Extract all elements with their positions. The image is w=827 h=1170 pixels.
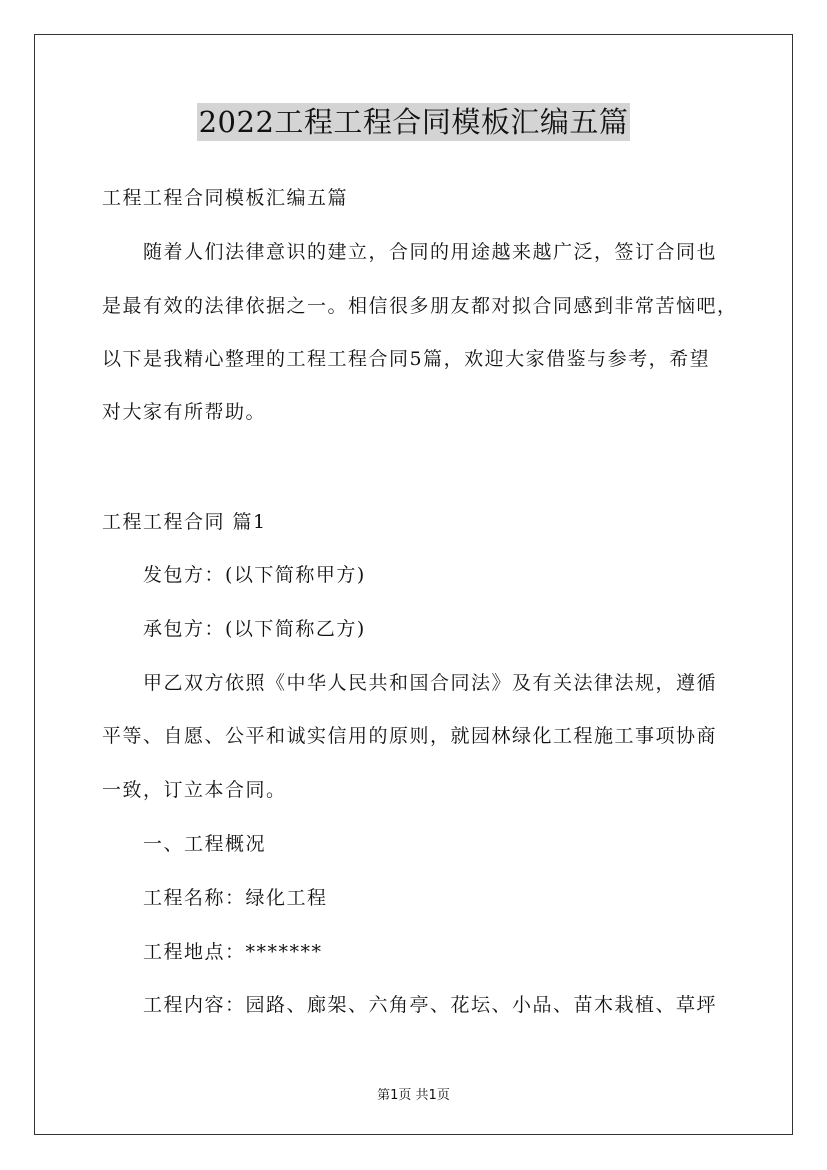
paragraph-line: 以下是我精心整理的工程工程合同5篇，欢迎大家借鉴与参考，希望 xyxy=(102,348,711,370)
paragraph-line: 随着人们法律意识的建立，合同的用途越来越广泛，签订合同也 xyxy=(143,241,718,263)
paragraph-line: 一致，订立本合同。 xyxy=(102,779,287,801)
section-heading: 一、工程概况 xyxy=(143,833,267,855)
paragraph-line: 是最有效的法律依据之一。相信很多朋友都对拟合同感到非常苦恼吧， xyxy=(102,295,738,317)
document-title xyxy=(0,100,827,141)
paragraph-line: 工程内容：园路、廊架、六角亭、花坛、小品、苗木栽植、草坪 xyxy=(143,994,718,1016)
subtitle-line: 工程工程合同模板汇编五篇 xyxy=(102,187,349,209)
section-heading: 工程工程合同 篇1 xyxy=(102,511,267,533)
paragraph-line: 甲乙双方依照《中华人民共和国合同法》及有关法律法规，遵循 xyxy=(143,672,718,694)
page-footer: 第1页 共1页 xyxy=(377,1088,450,1103)
paragraph-line: 发包方：(以下简称甲方) xyxy=(143,564,366,586)
paragraph-line: 对大家有所帮助。 xyxy=(102,401,267,423)
title-text: 2022工程工程合同模板汇编五篇 xyxy=(198,105,629,139)
paragraph-line: 工程地点：******* xyxy=(143,941,323,963)
paragraph-line: 工程名称：绿化工程 xyxy=(143,887,328,909)
paragraph-line: 承包方：(以下简称乙方) xyxy=(143,618,366,640)
paragraph-line: 平等、自愿、公平和诚实信用的原则，就园林绿化工程施工事项协商 xyxy=(102,725,718,747)
